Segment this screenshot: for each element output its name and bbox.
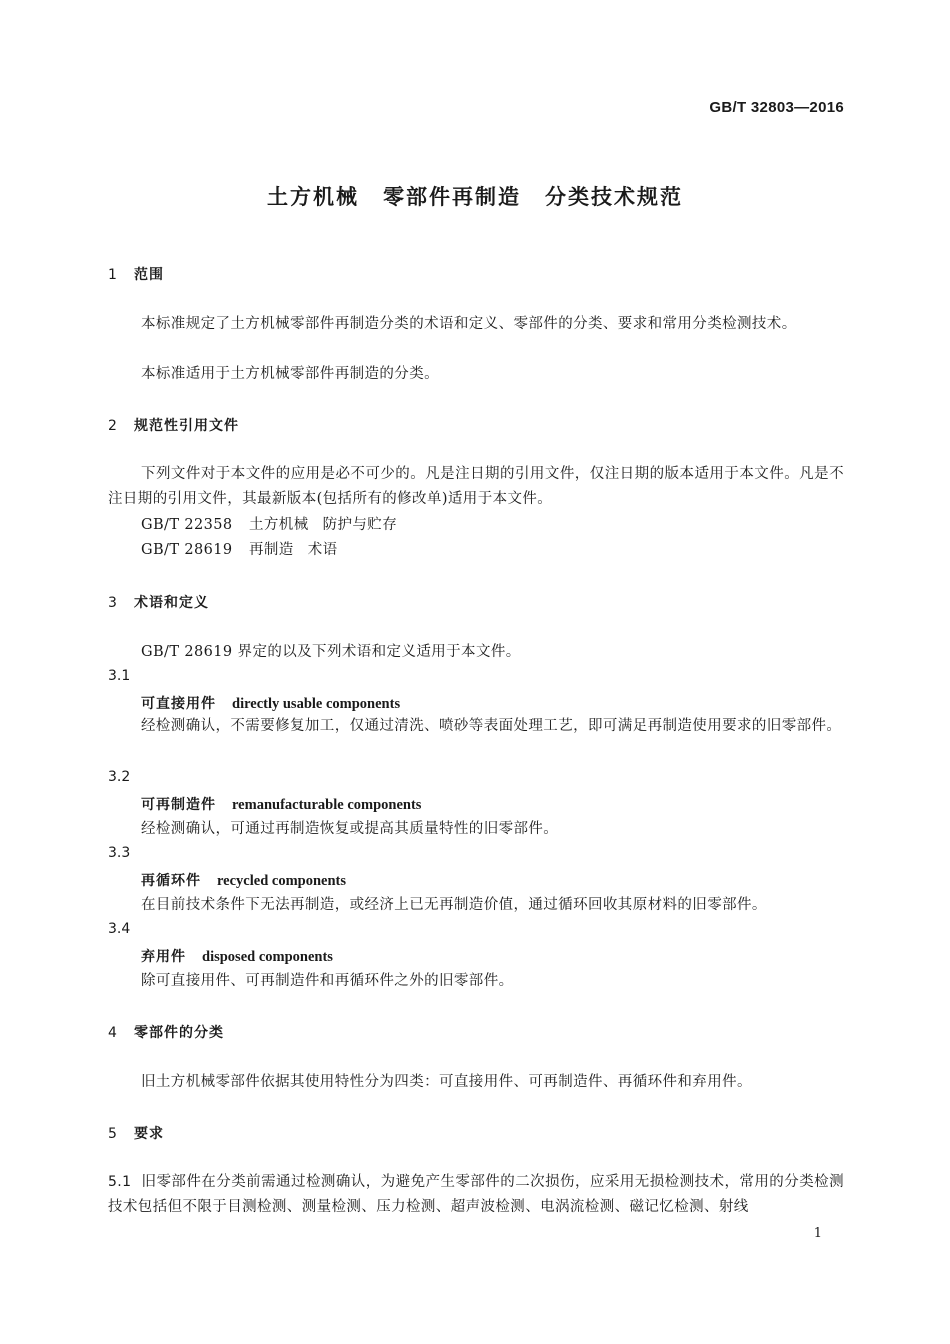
title-part-3: 分类技术规范 — [545, 185, 683, 209]
term-definition: 经检测确认，不需要修复加工，仅通过清洗、喷砂等表面处理工艺，即可满足再制造使用要求的旧零部件。 — [141, 718, 842, 734]
term-name-zh: 可再制造件 — [141, 797, 216, 813]
clause-number: 5.1 — [108, 1174, 132, 1190]
clause-5-1 — [108, 1170, 844, 1220]
reference-code: GB/T 22358 — [141, 517, 233, 533]
section-number: 4 — [108, 1025, 118, 1041]
term-number: 3.3 — [108, 845, 131, 861]
page-number: 1 — [813, 1226, 822, 1241]
section-title: 要求 — [134, 1126, 164, 1142]
reference-title-part: 术语 — [307, 542, 338, 558]
section-title: 零部件的分类 — [134, 1025, 224, 1041]
section-title: 规范性引用文件 — [134, 418, 239, 434]
term-definition: 除可直接用件、可再制造件和再循环件之外的旧零部件。 — [141, 973, 514, 989]
section-2-paragraph-1: 下列文件对于本文件的应用是必不可少的。凡是注日期的引用文件，仅注日期的版本适用于本文件。凡是不注日期的引用文件，其最新版本(包括所有的修改单)适用于本文件。 — [108, 466, 844, 507]
term-name-zh: 再循环件 — [141, 873, 201, 889]
section-5-heading — [108, 1123, 164, 1143]
standard-number: GB/T 32803—2016 — [709, 99, 844, 116]
title-part-2: 零部件再制造 — [383, 185, 521, 209]
reference-code: GB/T 28619 — [141, 542, 233, 558]
section-3-heading — [108, 592, 209, 612]
term-number: 3.4 — [108, 921, 131, 937]
normative-reference — [141, 513, 397, 534]
section-title: 术语和定义 — [134, 595, 209, 611]
reference-title-part: 土方机械 — [249, 517, 309, 533]
section-2-heading — [108, 415, 239, 435]
term-name-en: disposed components — [202, 949, 333, 965]
term-definition: 在目前技术条件下无法再制造，或经济上已无再制造价值，通过循环回收其原材料的旧零部件。 — [141, 897, 767, 913]
term-name-zh: 可直接用件 — [141, 696, 216, 712]
clause-text: 旧零部件在分类前需通过检测确认，为避免产生零部件的二次损伤，应采用无损检测技术，常用的分类检测技术包括但不限于目测检测、测量检测、压力检测、超声波检测、电涡流检测、磁记忆检测、射线 — [108, 1174, 844, 1215]
term-name — [141, 870, 346, 890]
term-name — [141, 794, 421, 814]
section-number: 1 — [108, 267, 118, 283]
term-name-en: remanufacturable components — [232, 797, 422, 813]
term-name — [141, 693, 400, 713]
term-definition: 经检测确认，可通过再制造恢复或提高其质量特性的旧零部件。 — [141, 821, 559, 837]
section-title: 范围 — [134, 267, 164, 283]
term-name-en: directly usable components — [232, 696, 401, 712]
title-part-1: 土方机械 — [267, 185, 359, 209]
section-3-paragraph-1: GB/T 28619 界定的以及下列术语和定义适用于本文件。 — [141, 644, 521, 660]
document-title — [0, 181, 950, 211]
term-number: 3.2 — [108, 769, 131, 785]
reference-title-part: 防护与贮存 — [322, 517, 398, 533]
section-1-paragraph-2: 本标准适用于土方机械零部件再制造的分类。 — [141, 366, 439, 382]
section-number: 2 — [108, 418, 118, 434]
normative-reference — [141, 538, 338, 559]
section-number: 5 — [108, 1126, 118, 1142]
term-name — [141, 946, 333, 966]
section-4-heading — [108, 1022, 224, 1042]
term-name-zh: 弃用件 — [141, 949, 186, 965]
term-number: 3.1 — [108, 668, 131, 684]
section-4-paragraph-1: 旧土方机械零部件依据其使用特性分为四类：可直接用件、可再制造件、再循环件和弃用件。 — [141, 1074, 752, 1090]
section-number: 3 — [108, 595, 118, 611]
section-1-heading — [108, 264, 164, 284]
reference-title-part: 再制造 — [249, 542, 294, 558]
section-1-paragraph-1: 本标准规定了土方机械零部件再制造分类的术语和定义、零部件的分类、要求和常用分类检测技术。 — [141, 316, 797, 332]
term-name-en: recycled components — [217, 873, 346, 889]
